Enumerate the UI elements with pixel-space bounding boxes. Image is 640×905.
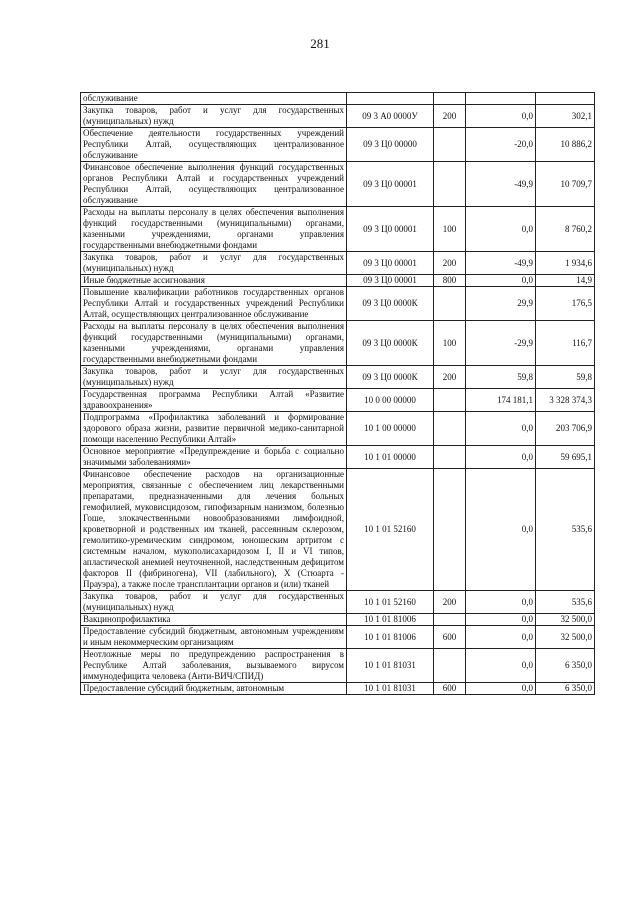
row-expense-type-cell: 600 [434,626,466,649]
row-code-cell: 09 3 Ц0 00000 [347,128,434,162]
row-expense-type-cell: 200 [434,105,466,128]
row-name-cell: Финансовое обеспечение расходов на организационные мероприятия, связанные с обеспечением лиц лекарственными препаратами, предназначенными для лечения больных гемофилией, муковисцидозом, гипофизарным нанизмом, болезнью Гоше, злокачественными новообразованиями лимфоидной, кроветворной и родственных им тканей, рассеянным склерозом, гемолитико-уремическим синдромом, юношеским артритом с системным началом, мукополисахаридозом I, II и VI типов, апластической анемией неуточненной, наследственным дефицитом факторов II (фибриногена), VII (лабильного), X (Стюарта - Прауэра), а также после трансплантации органов и (или) тканей [81,469,347,591]
row-expense-type-cell: 200 [434,366,466,389]
row-expense-type-cell: 100 [434,321,466,366]
row-name-cell: Финансовое обеспечение выполнения функций государственных органов Республики Алтай и государственных учреждений Республики Алтай, осуществляющих централизованное обслуживание [81,162,347,207]
table-row [81,321,595,366]
row-change-amount-cell: 174 181,1 [466,389,536,412]
row-code-cell: 10 1 00 00000 [347,412,434,446]
row-expense-type-cell: 200 [434,591,466,614]
row-name-cell: Закупка товаров, работ и услуг для государственных (муниципальных) нужд [81,105,347,128]
row-expense-type-cell: 600 [434,683,466,695]
budget-table-body [81,93,595,695]
row-change-amount-cell: 0,0 [466,275,536,287]
row-code-cell: 10 1 01 52160 [347,591,434,614]
table-row [81,389,595,412]
row-code-cell: 09 3 Ц0 0000К [347,321,434,366]
row-total-amount-cell: 1 934,6 [536,252,595,275]
row-total-amount-cell: 535,6 [536,469,595,591]
row-name-cell: Вакцинопрофилактика [81,614,347,626]
table-row [81,683,595,695]
row-total-amount-cell: 59,8 [536,366,595,389]
row-name-cell: Закупка товаров, работ и услуг для государственных (муниципальных) нужд [81,591,347,614]
row-code-cell: 09 3 Ц0 00001 [347,275,434,287]
row-name-cell: Закупка товаров, работ и услуг для государственных (муниципальных) нужд [81,366,347,389]
row-total-amount-cell: 59 695,1 [536,446,595,469]
row-total-amount-cell: 32 500,0 [536,626,595,649]
table-row [81,591,595,614]
row-code-cell: 09 3 А0 0000У [347,105,434,128]
row-name-cell: Расходы на выплаты персоналу в целях обеспечения выполнения функций государственными (муниципальными) органами, казенными учреждениями, органами управления государственными внебюджетными фондами [81,321,347,366]
row-expense-type-cell [434,162,466,207]
row-code-cell: 10 1 01 00000 [347,446,434,469]
row-change-amount-cell: 0,0 [466,591,536,614]
table-row [81,626,595,649]
row-expense-type-cell: 200 [434,252,466,275]
row-code-cell: 09 3 Ц0 0000К [347,366,434,389]
table-row [81,446,595,469]
row-total-amount-cell: 10 709,7 [536,162,595,207]
row-code-cell [347,93,434,105]
table-row [81,105,595,128]
row-name-cell: Неотложные меры по предупреждению распространения в Республике Алтай заболевания, вызываемого вирусом иммунодефицита человека (Анти-ВИЧ/СПИД) [81,649,347,683]
row-change-amount-cell: 59,8 [466,366,536,389]
row-change-amount-cell: 0,0 [466,446,536,469]
row-code-cell: 09 3 Ц0 00001 [347,252,434,275]
row-expense-type-cell [434,412,466,446]
row-expense-type-cell [434,389,466,412]
row-code-cell: 10 1 01 81006 [347,614,434,626]
row-expense-type-cell [434,446,466,469]
row-code-cell: 10 1 01 81031 [347,683,434,695]
table-row [81,412,595,446]
row-name-cell: Предоставление субсидий бюджетным, автономным [81,683,347,695]
row-code-cell: 10 1 01 81031 [347,649,434,683]
row-total-amount-cell: 302,1 [536,105,595,128]
row-expense-type-cell: 800 [434,275,466,287]
row-change-amount-cell: -20,0 [466,128,536,162]
row-total-amount-cell: 10 886,2 [536,128,595,162]
row-change-amount-cell: 29,9 [466,287,536,321]
row-change-amount-cell: 0,0 [466,105,536,128]
row-total-amount-cell: 3 328 374,3 [536,389,595,412]
row-total-amount-cell: 6 350,0 [536,683,595,695]
row-expense-type-cell [434,469,466,591]
row-code-cell: 09 3 Ц0 0000К [347,287,434,321]
row-name-cell: Государственная программа Республики Алтай «Развитие здравоохранения» [81,389,347,412]
row-expense-type-cell [434,649,466,683]
row-expense-type-cell [434,614,466,626]
row-total-amount-cell: 203 706,9 [536,412,595,446]
row-change-amount-cell: 0,0 [466,649,536,683]
row-change-amount-cell: -49,9 [466,162,536,207]
row-total-amount-cell: 176,5 [536,287,595,321]
row-change-amount-cell: 0,0 [466,683,536,695]
table-row [81,93,595,105]
table-row [81,207,595,252]
row-code-cell: 09 3 Ц0 00001 [347,162,434,207]
row-expense-type-cell [434,93,466,105]
table-row [81,162,595,207]
row-code-cell: 10 0 00 00000 [347,389,434,412]
row-change-amount-cell: 0,0 [466,614,536,626]
row-total-amount-cell [536,93,595,105]
page-number: 281 [310,36,330,51]
row-expense-type-cell [434,287,466,321]
row-name-cell: Расходы на выплаты персоналу в целях обеспечения выполнения функций государственными (муниципальными) органами, казенными учреждениями, органами управления государственными внебюджетными фондами [81,207,347,252]
table-row [81,614,595,626]
row-expense-type-cell [434,128,466,162]
row-name-cell: Основное мероприятие «Предупреждение и борьба с социально значимыми заболеваниями» [81,446,347,469]
row-code-cell: 10 1 01 52160 [347,469,434,591]
row-total-amount-cell: 8 760,2 [536,207,595,252]
row-code-cell: 10 1 01 81006 [347,626,434,649]
row-code-cell: 09 3 Ц0 00001 [347,207,434,252]
row-name-cell: Обеспечение деятельности государственных учреждений Республики Алтай, осуществляющих централизованное обслуживание [81,128,347,162]
row-name-cell: Иные бюджетные ассигнования [81,275,347,287]
table-row [81,649,595,683]
table-row [81,287,595,321]
table-row [81,469,595,591]
row-expense-type-cell: 100 [434,207,466,252]
table-row [81,275,595,287]
row-total-amount-cell: 116,7 [536,321,595,366]
row-name-cell: Предоставление субсидий бюджетным, автономным учреждениям и иным некоммерческим организациям [81,626,347,649]
row-change-amount-cell: 0,0 [466,469,536,591]
table-row [81,252,595,275]
row-change-amount-cell [466,93,536,105]
row-change-amount-cell: -29,9 [466,321,536,366]
row-change-amount-cell: 0,0 [466,626,536,649]
row-total-amount-cell: 6 350,0 [536,649,595,683]
table-row [81,366,595,389]
row-change-amount-cell: 0,0 [466,207,536,252]
row-name-cell: Повышение квалификации работников государственных органов Республики Алтай и государственных учреждений Республики Алтай, осуществляющих централизованное обслуживание [81,287,347,321]
row-change-amount-cell: -49,9 [466,252,536,275]
table-row [81,128,595,162]
row-name-cell: Подпрограмма «Профилактика заболеваний и формирование здорового образа жизни, развитие первичной медико-санитарной помощи населению Республики Алтай» [81,412,347,446]
row-total-amount-cell: 535,6 [536,591,595,614]
row-total-amount-cell: 14,9 [536,275,595,287]
row-name-cell: обслуживание [81,93,347,105]
row-total-amount-cell: 32 500,0 [536,614,595,626]
row-change-amount-cell: 0,0 [466,412,536,446]
row-name-cell: Закупка товаров, работ и услуг для государственных (муниципальных) нужд [81,252,347,275]
budget-table [80,92,595,695]
